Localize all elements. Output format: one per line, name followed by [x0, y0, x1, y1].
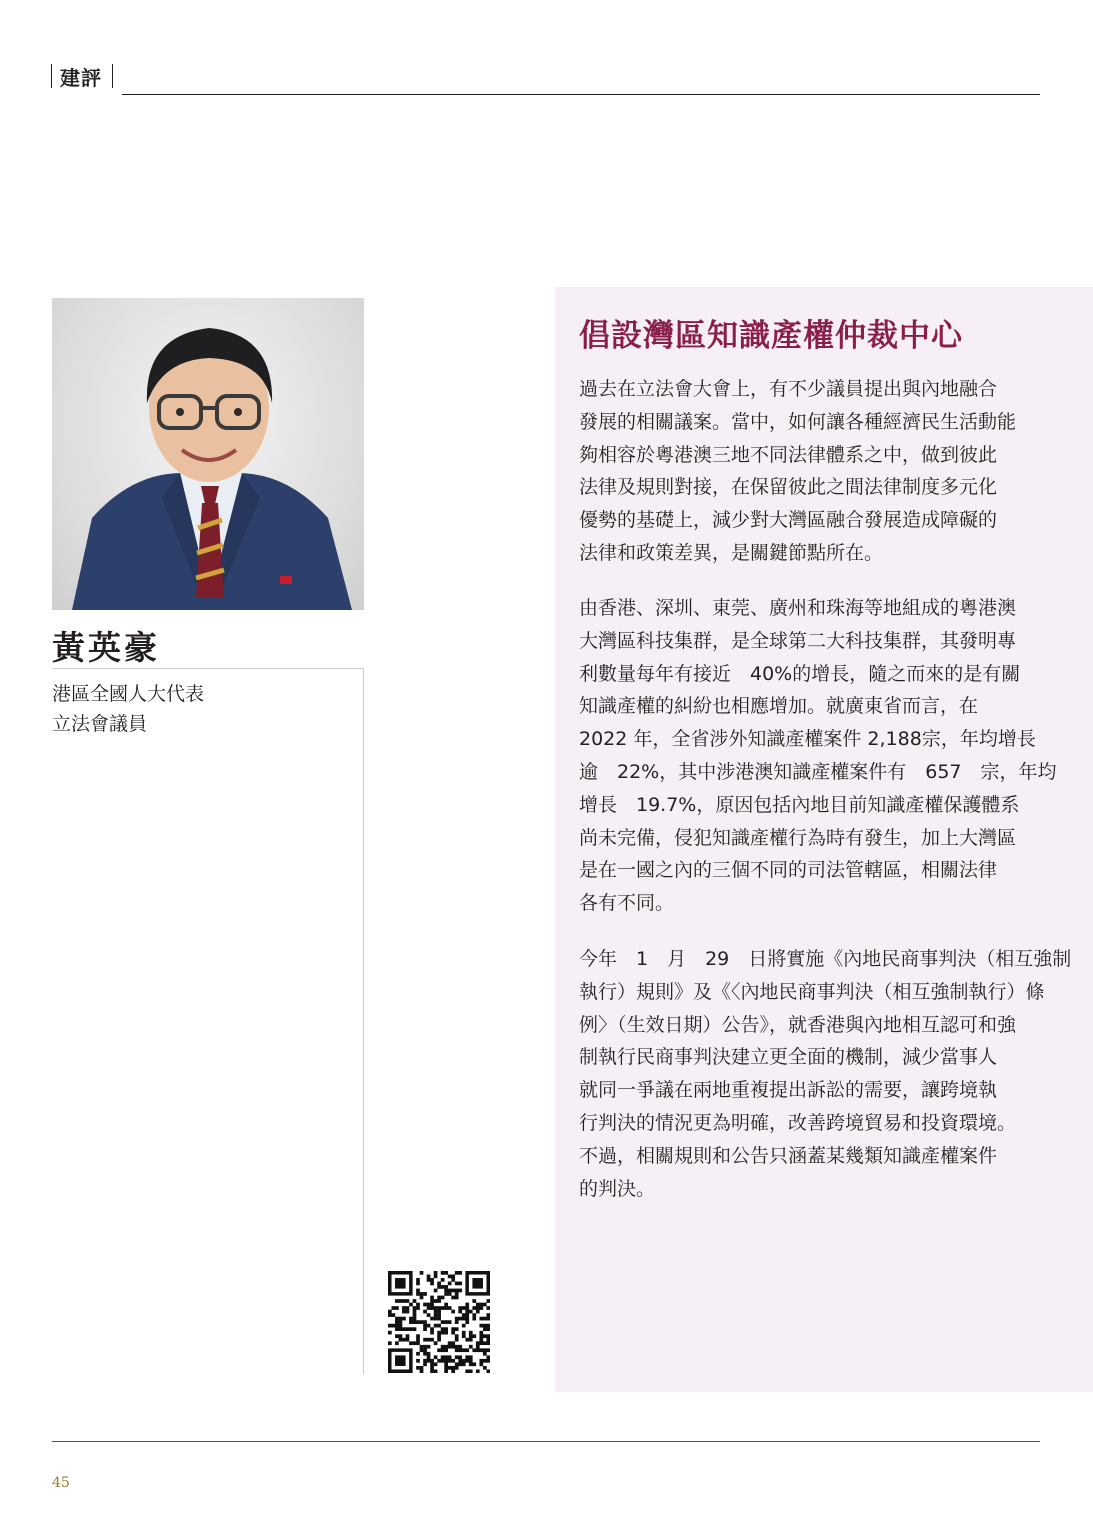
- paragraph-line: 增長 19.7%，原因包括內地目前知識產權保護體系: [579, 793, 1020, 816]
- qr-code-graphic: [388, 1271, 490, 1373]
- author-title-npc: 港區全國人大代表: [52, 683, 205, 705]
- paragraph-line: 各有不同。: [579, 892, 675, 915]
- paragraph-line: 逾 22%，其中涉港澳知識產權案件有 657 宗，年均: [579, 760, 1057, 783]
- paragraph-line: 知識產權的糾紛也相應增加。就廣東省而言，在: [579, 695, 979, 718]
- footer-rule: [52, 1441, 1040, 1442]
- paragraph-line: 2022 年，全省涉外知識產權案件 2,188宗，年均增長: [579, 728, 1036, 751]
- paragraph-line: 過去在立法會大會上，有不少議員提出與內地融合: [579, 378, 998, 400]
- paragraph-line: 法律和政策差異，是關鍵節點所在。: [579, 541, 884, 564]
- paragraph-line: 法律及規則對接，在保留彼此之間法律制度多元化: [579, 476, 998, 499]
- paragraph-line: 行判決的情況更為明確，改善跨境貿易和投資環境。: [579, 1111, 1017, 1134]
- paragraph-line: 優勢的基礎上，減少對大灣區融合發展造成障礙的: [579, 509, 998, 532]
- column-divider: [363, 668, 364, 1374]
- header-divider-right: [112, 64, 113, 88]
- article-paragraph-2: [579, 592, 1057, 920]
- author-name-rule: [52, 668, 364, 669]
- article-title: 倡設灣區知識產權仲裁中心: [579, 318, 963, 354]
- section-tag: 建評: [60, 66, 102, 90]
- author-portrait-illustration: [52, 298, 364, 610]
- paragraph-line: 由香港、深圳、東莞、廣州和珠海等地組成的粵港澳: [579, 597, 1017, 619]
- author-name: 黃英豪: [52, 628, 160, 667]
- paragraph-line: 大灣區科技集群，是全球第二大科技集群，其發明專: [579, 629, 1017, 652]
- paragraph-line: 例〉（生效日期）公告》，就香港與內地相互認可和強: [579, 1013, 1017, 1036]
- paragraph-line: 利數量每年有接近 40%的增長，隨之而來的是有關: [579, 662, 1021, 685]
- article-paragraph-1: [579, 373, 1049, 570]
- author-portrait: [52, 298, 364, 610]
- page-number: 45: [52, 1475, 70, 1491]
- qr-code[interactable]: [388, 1271, 490, 1373]
- paragraph-line: 制執行民商事判決建立更全面的機制，減少當事人: [579, 1046, 998, 1069]
- paragraph-line: 是在一國之內的三個不同的司法管轄區，相關法律: [579, 859, 998, 882]
- paragraph-line: 發展的相關議案。當中，如何讓各種經濟民生活動能: [579, 410, 1017, 433]
- paragraph-line: 的判決。: [579, 1177, 656, 1200]
- header-divider-left: [51, 64, 52, 88]
- header-rule: [122, 94, 1040, 95]
- paragraph-line: 夠相容於粵港澳三地不同法律體系之中，做到彼此: [579, 443, 998, 466]
- paragraph-line: 不過，相關規則和公告只涵蓋某幾類知識產權案件: [579, 1144, 998, 1167]
- paragraph-line: 今年 1 月 29 日將實施《內地民商事判決（相互強制: [579, 948, 1072, 970]
- article-paragraph-3: [579, 943, 1072, 1205]
- author-title-legco: 立法會議員: [52, 713, 148, 735]
- paragraph-line: 尚未完備，侵犯知識產權行為時有發生，加上大灣區: [579, 826, 1017, 849]
- paragraph-line: 就同一爭議在兩地重複提出訴訟的需要，讓跨境執: [579, 1079, 998, 1102]
- paragraph-line: 執行）規則》及《〈內地民商事判決（相互強制執行）條: [579, 980, 1045, 1003]
